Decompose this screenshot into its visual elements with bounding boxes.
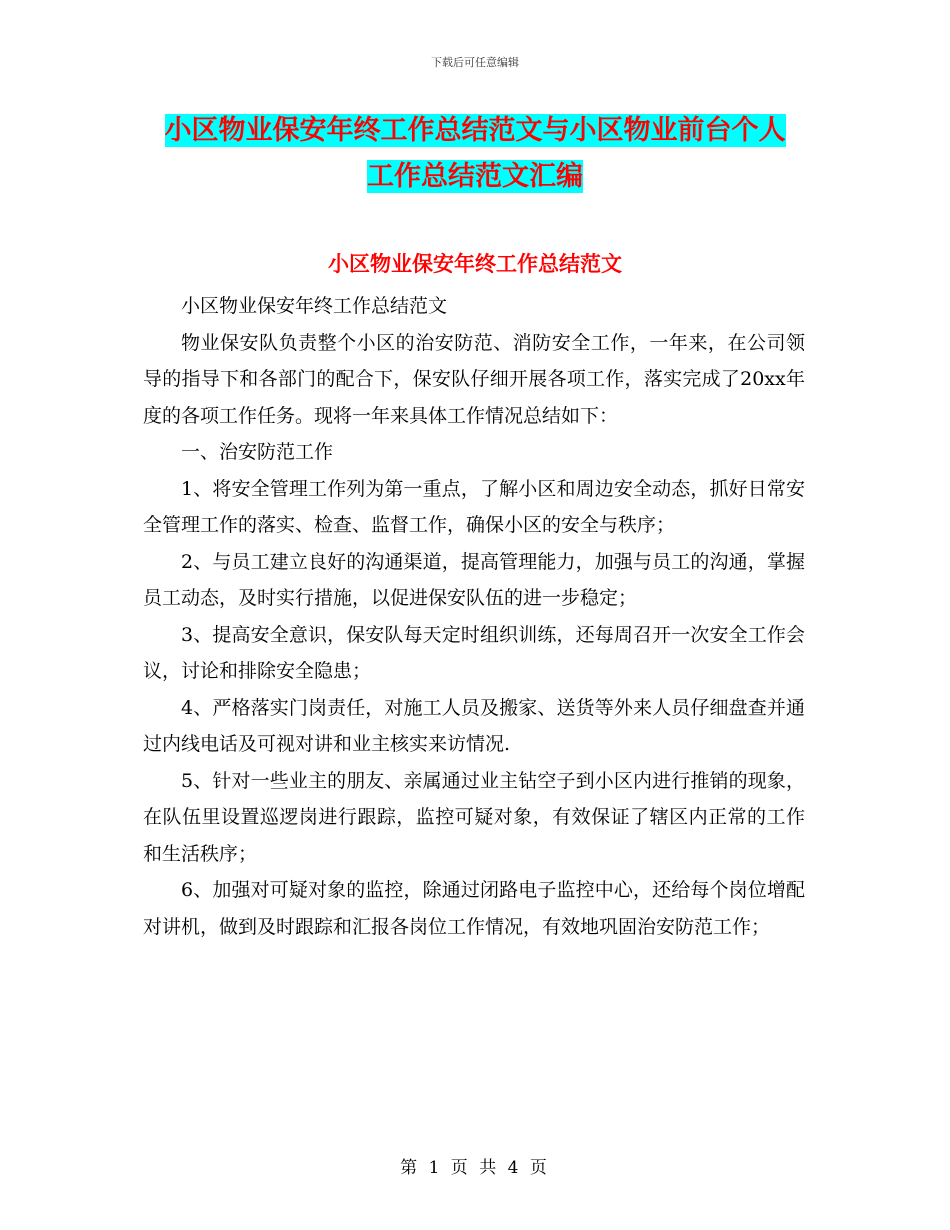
document-title-line-2 bbox=[0, 154, 950, 200]
document-title bbox=[0, 108, 950, 200]
page-footer: 第 1 页 共 4 页 bbox=[400, 1158, 550, 1178]
section-title: 小区物业保安年终工作总结范文 bbox=[328, 251, 622, 276]
document-body bbox=[143, 288, 805, 945]
document-title-line-1 bbox=[0, 108, 950, 154]
paragraph: 小区物业保安年终工作总结范文 bbox=[181, 295, 448, 317]
paragraph: 3、提高安全意识，保安队每天定时组织训练，还每周召开一次安全工作会议，讨论和排除安全隐患； bbox=[143, 623, 805, 682]
paragraph: 4、严格落实门岗责任，对施工人员及搬家、送货等外来人员仔细盘查并通过内线电话及可视对讲和业主核实来访情况. bbox=[143, 696, 805, 755]
title-highlight-1: 小区物业保安年终工作总结范文与小区物业前台个人 bbox=[164, 115, 786, 146]
paragraph: 5、针对一些业主的朋友、亲属通过业主钻空子到小区内进行推销的现象，在队伍里设置巡逻岗进行跟踪，监控可疑对象，有效保证了辖区内正常的工作和生活秩序； bbox=[143, 769, 805, 865]
page-header: 下载后可任意编辑 bbox=[431, 56, 519, 69]
paragraph: 2、与员工建立良好的沟通渠道，提高管理能力，加强与员工的沟通，掌握员工动态，及时实行措施，以促进保安队伍的进一步稳定； bbox=[143, 550, 805, 609]
paragraph: 物业保安队负责整个小区的治安防范、消防安全工作，一年来，在公司领导的指导下和各部门的配合下，保安队仔细开展各项工作，落实完成了20xx年度的各项工作任务。现将一年来具体工作情况总结如下： bbox=[143, 331, 805, 427]
paragraph: 6、加强对可疑对象的监控，除通过闭路电子监控中心，还给每个岗位增配对讲机，做到及时跟踪和汇报各岗位工作情况，有效地巩固治安防范工作； bbox=[143, 879, 805, 938]
title-highlight-2: 工作总结范文汇编 bbox=[367, 161, 583, 192]
paragraph: 一、治安防范工作 bbox=[181, 441, 334, 463]
paragraph: 1、将安全管理工作列为第一重点，了解小区和周边安全动态，抓好日常安全管理工作的落实、检查、监督工作，确保小区的安全与秩序； bbox=[143, 477, 805, 536]
